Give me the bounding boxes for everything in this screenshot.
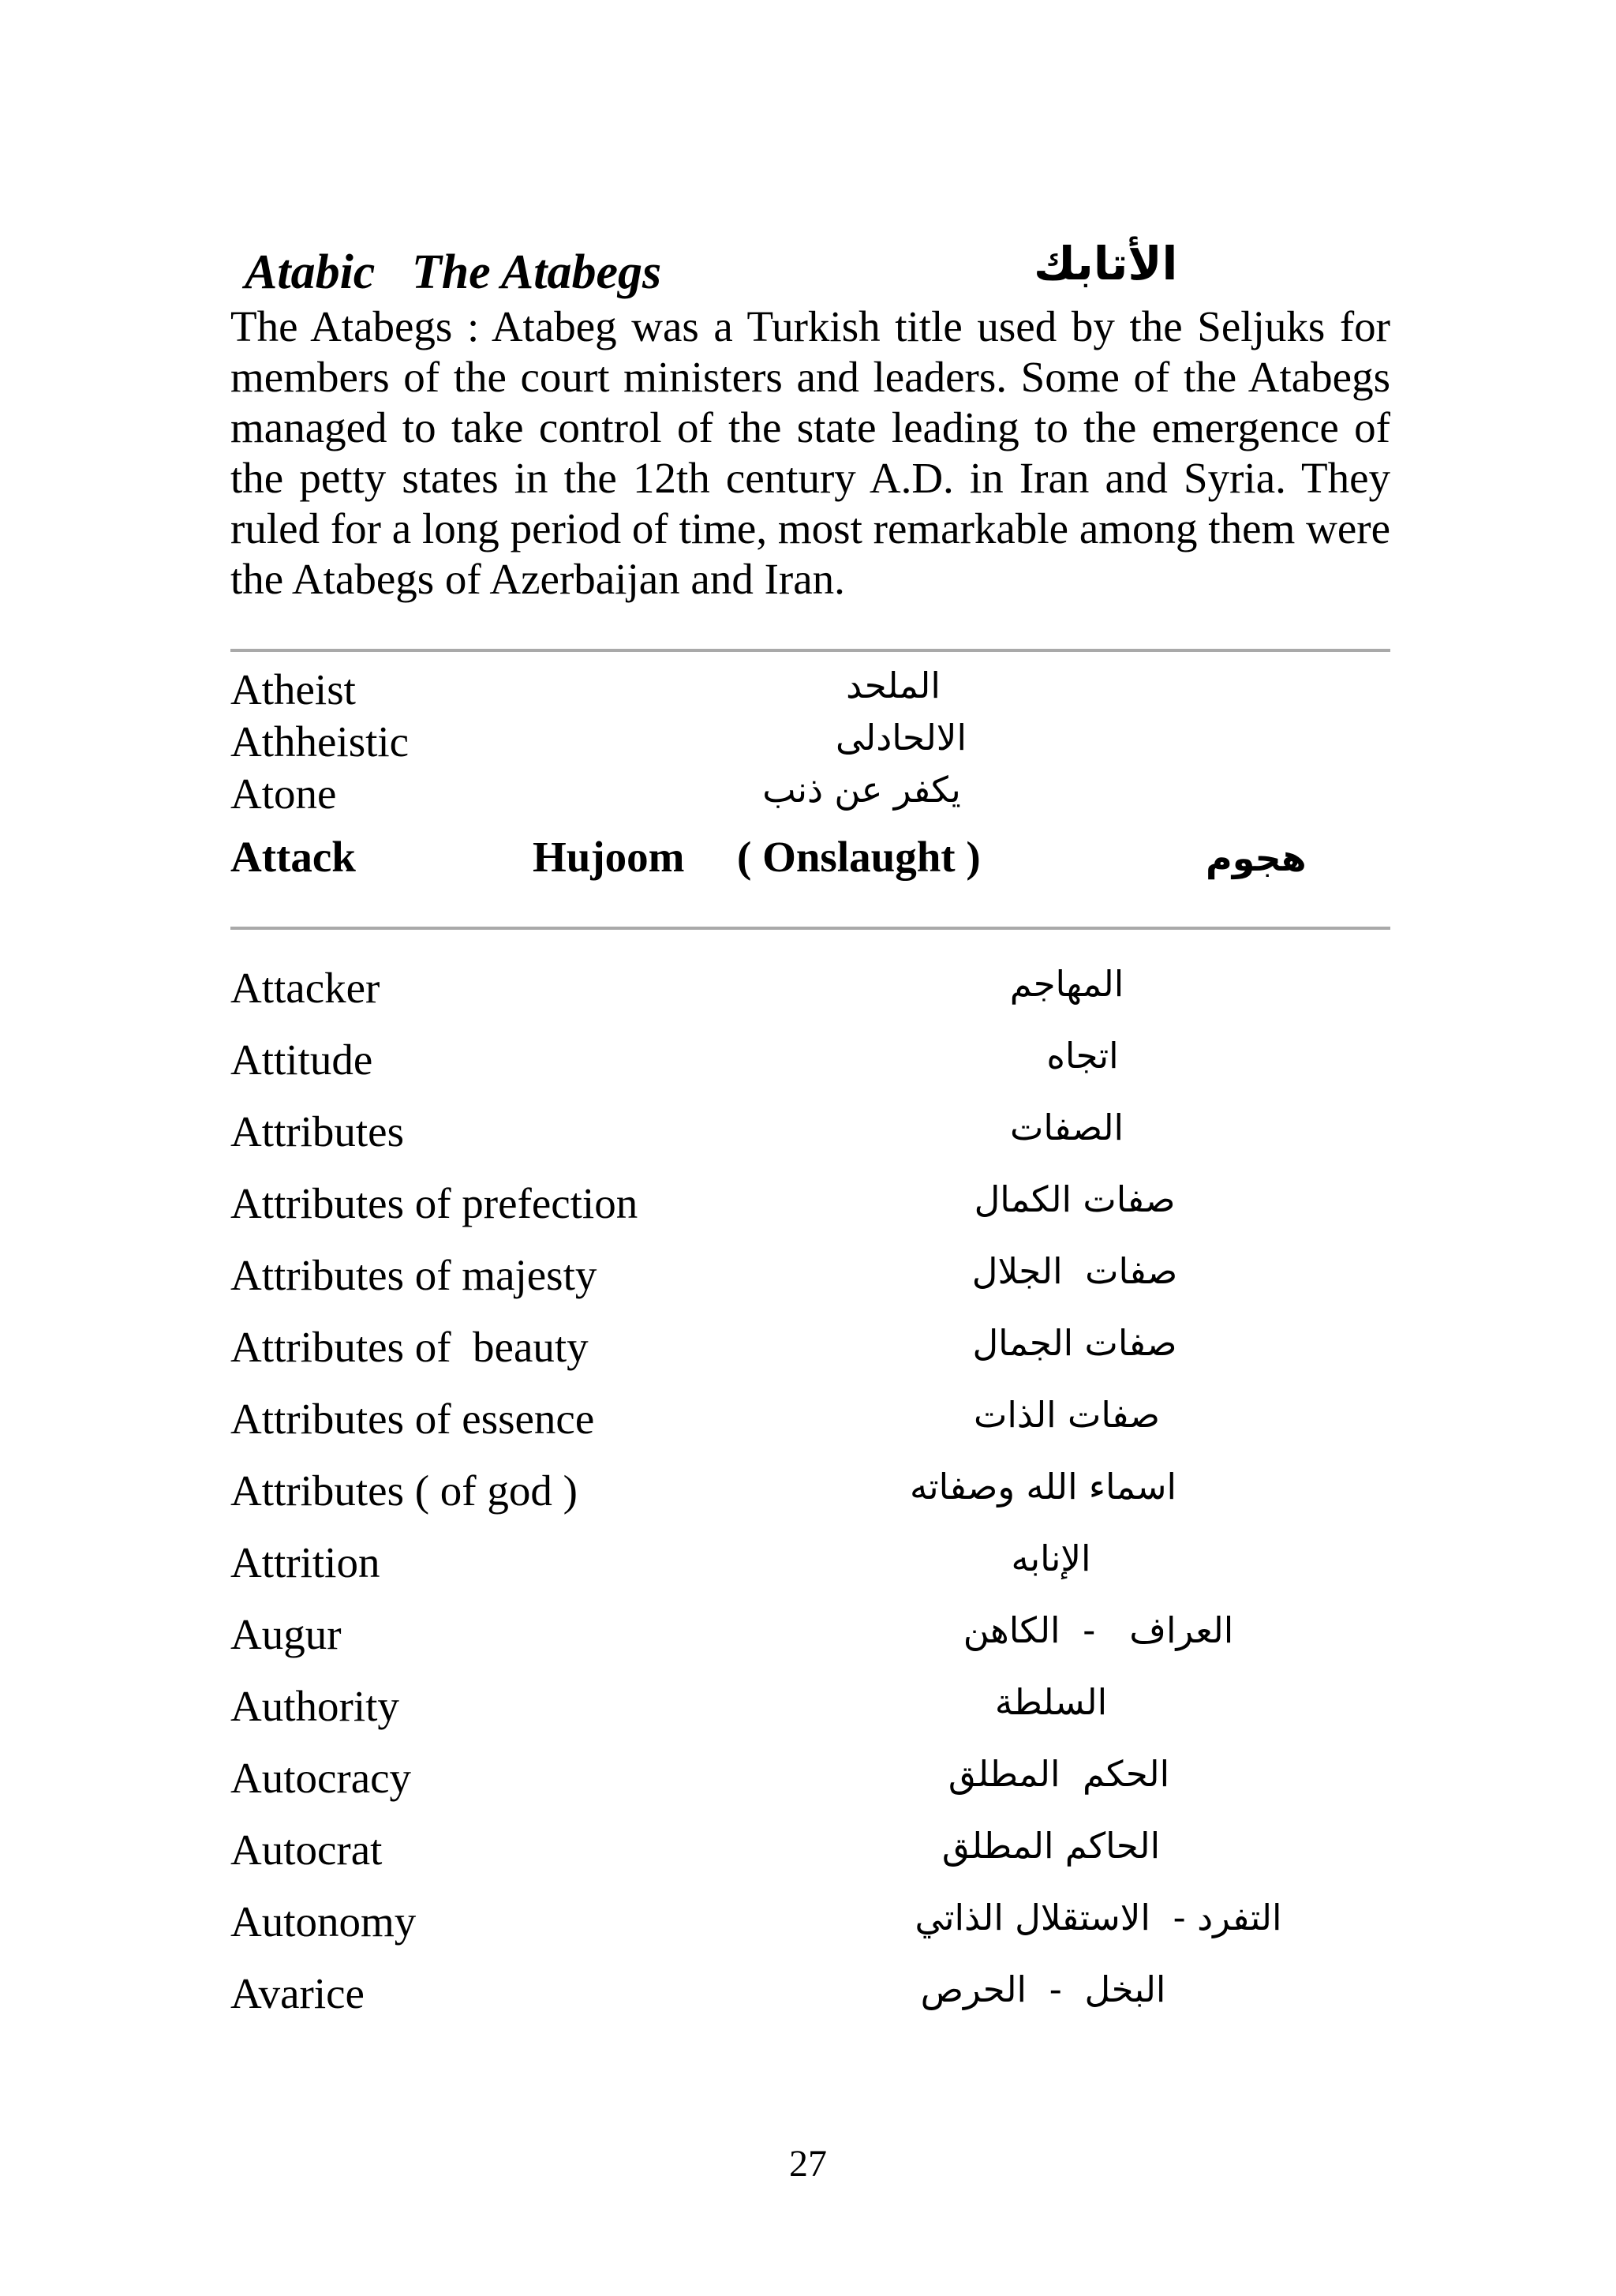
term-english: Attributes of beauty bbox=[230, 1323, 589, 1371]
entry-heading bbox=[245, 237, 1389, 308]
term-arabic: الإنابه bbox=[1011, 1538, 1091, 1579]
glossary-row bbox=[230, 1753, 1390, 1800]
term-arabic: العراف - الكاهن bbox=[963, 1609, 1234, 1651]
term-english: Attributes ( of god ) bbox=[230, 1466, 578, 1515]
term-english: Atone bbox=[230, 770, 337, 818]
glossary-row bbox=[230, 1250, 1390, 1298]
term-arabic: صفات الذات bbox=[973, 1394, 1161, 1436]
term-arabic: صفات الجمال bbox=[972, 1322, 1177, 1364]
glossary-row-atheist bbox=[230, 665, 1390, 712]
term-english: Autonomy bbox=[230, 1897, 417, 1946]
term-english: Avarice bbox=[230, 1969, 365, 2017]
term-arabic: يكفر عن ذنب bbox=[762, 769, 961, 811]
glossary-row bbox=[230, 1681, 1390, 1729]
term-english: Attitude bbox=[230, 1036, 373, 1084]
term-arabic: اسماء الله وصفاته bbox=[909, 1466, 1176, 1508]
heading-arabic: الأتابك bbox=[1034, 237, 1178, 290]
term-english: Attributes of essence bbox=[230, 1395, 595, 1443]
term-arabic: الصفات bbox=[1009, 1107, 1124, 1148]
term-english: Attributes of majesty bbox=[230, 1251, 597, 1299]
term-english: Authority bbox=[230, 1682, 399, 1730]
term-english: Autocrat bbox=[230, 1826, 383, 1874]
attack-term: Attack bbox=[230, 833, 356, 881]
glossary-row bbox=[230, 1466, 1390, 1513]
divider-bottom bbox=[230, 927, 1390, 930]
term-arabic: الحاكم المطلق bbox=[941, 1825, 1161, 1867]
term-arabic: البخل - الحرص bbox=[920, 1968, 1166, 2010]
term-arabic: صفات الكمال bbox=[974, 1178, 1176, 1220]
term-english: Autocracy bbox=[230, 1754, 412, 1802]
glossary-row bbox=[230, 1107, 1390, 1154]
page-number: 27 bbox=[789, 2143, 827, 2185]
glossary-row bbox=[230, 1609, 1390, 1657]
attack-transliteration: Hujoom bbox=[533, 833, 685, 881]
term-english: Atheist bbox=[230, 665, 356, 714]
atabegs-paragraph: The Atabegs : Atabeg was a Turkish title used by the Seljuks for members of the court ministers and leaders. Some of the Atabegs managed to take control of the state leading to the emergence of the petty states in the 12th century A.D. in Iran and Syria. They ruled for a long period of time, most remarkable among them were the Atabegs of Azerbaijan and Iran. bbox=[230, 302, 1390, 603]
attack-arabic: هجوم bbox=[1206, 837, 1307, 879]
term-english: Augur bbox=[230, 1610, 342, 1658]
glossary-row bbox=[230, 1178, 1390, 1226]
glossary-row bbox=[230, 1897, 1390, 1944]
term-arabic: الحكم المطلق bbox=[948, 1753, 1170, 1795]
glossary-row bbox=[230, 1825, 1390, 1872]
term-english: Attributes bbox=[230, 1107, 404, 1155]
term-english: Athheistic bbox=[230, 717, 410, 766]
term-arabic: الملحد bbox=[846, 665, 941, 706]
term-arabic: المهاجم bbox=[1009, 963, 1124, 1005]
term-arabic: الالحادلى bbox=[836, 717, 967, 758]
glossary-row bbox=[230, 1394, 1390, 1441]
glossary-row-atone bbox=[230, 769, 1390, 816]
heading-latin: Atabic The Atabegs bbox=[245, 245, 662, 299]
glossary-row bbox=[230, 963, 1390, 1010]
glossary-row bbox=[230, 1968, 1390, 2016]
term-arabic: السلطة bbox=[994, 1681, 1108, 1723]
glossary-row bbox=[230, 1035, 1390, 1082]
attack-gloss: ( Onslaught ) bbox=[737, 833, 981, 881]
term-english: Attacker bbox=[230, 964, 380, 1012]
term-arabic: صفات الجلال bbox=[971, 1250, 1178, 1292]
glossary-row bbox=[230, 1322, 1390, 1369]
divider-top bbox=[230, 649, 1390, 652]
term-english: Attributes of prefection bbox=[230, 1179, 638, 1227]
glossary-row bbox=[230, 1538, 1390, 1585]
glossary-row-athheistic bbox=[230, 717, 1390, 764]
attack-entry bbox=[230, 832, 1390, 887]
term-arabic: اتجاه bbox=[1046, 1035, 1119, 1077]
term-english: Attrition bbox=[230, 1538, 380, 1586]
term-arabic: التفرد - الاستقلال الذاتي bbox=[915, 1897, 1282, 1938]
